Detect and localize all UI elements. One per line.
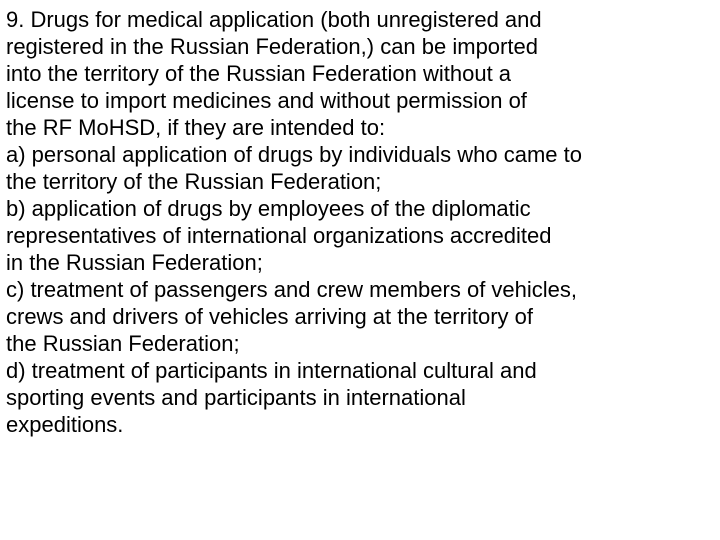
text-line: sporting events and participants in international: [6, 385, 466, 410]
text-line: crews and drivers of vehicles arriving at the territory of: [6, 304, 533, 329]
paragraph-item-9: [6, 6, 718, 141]
slide-body-text: [6, 6, 718, 438]
paragraph-item-d: [6, 357, 718, 438]
text-line: in the Russian Federation;: [6, 250, 263, 275]
text-line: license to import medicines and without permission of: [6, 88, 527, 113]
text-line: d) treatment of participants in international cultural and: [6, 358, 537, 383]
paragraph-item-c: [6, 276, 718, 357]
text-line: expeditions.: [6, 412, 124, 437]
text-line: the RF MoHSD, if they are intended to:: [6, 115, 386, 140]
text-line: b) application of drugs by employees of the diplomatic: [6, 196, 531, 221]
text-line: the Russian Federation;: [6, 331, 240, 356]
paragraph-item-a: [6, 141, 718, 195]
text-line: into the territory of the Russian Federation without a: [6, 61, 512, 86]
paragraph-item-b: [6, 195, 718, 276]
text-line: representatives of international organizations accredited: [6, 223, 552, 248]
text-line: registered in the Russian Federation,) can be imported: [6, 34, 538, 59]
text-line: a) personal application of drugs by individuals who came to: [6, 142, 582, 167]
text-line: c) treatment of passengers and crew members of vehicles,: [6, 277, 578, 302]
text-line: the territory of the Russian Federation;: [6, 169, 382, 194]
text-line: 9. Drugs for medical application (both unregistered and: [6, 7, 542, 32]
